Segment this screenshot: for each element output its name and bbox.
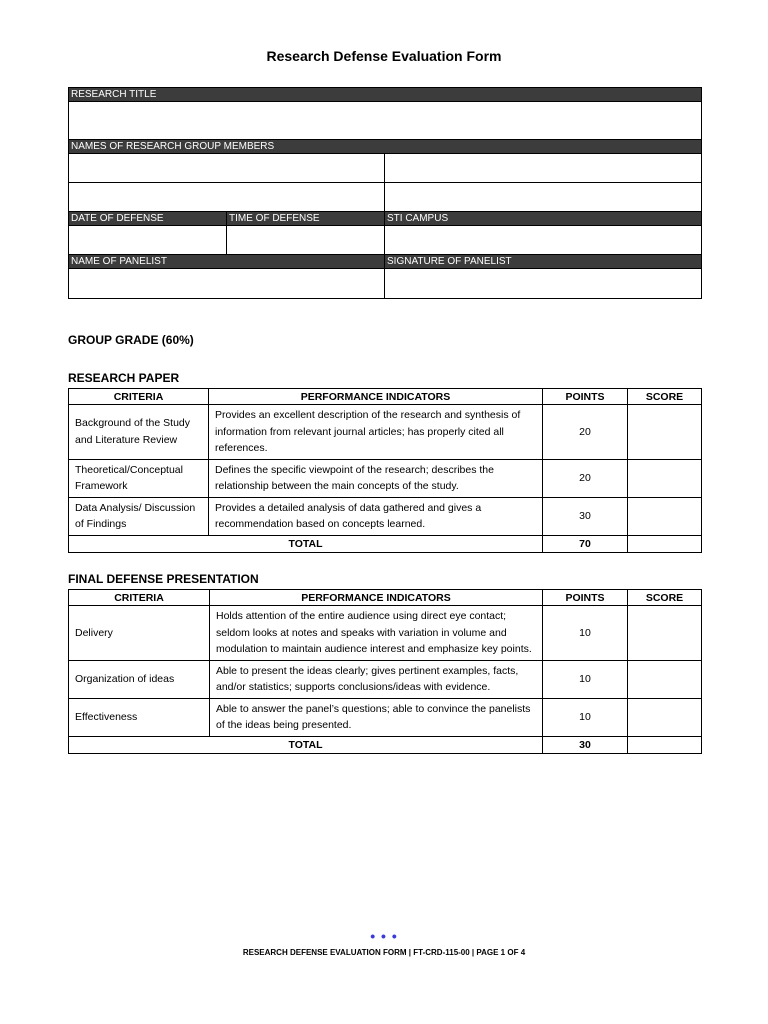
member-field-2[interactable] — [385, 154, 702, 183]
criteria-cell: Delivery — [69, 606, 210, 661]
table-row — [69, 497, 702, 535]
col-score: SCORE — [628, 389, 702, 405]
score-field[interactable] — [628, 606, 702, 661]
score-field[interactable] — [628, 497, 702, 535]
total-points: 70 — [543, 535, 628, 552]
total-score-field[interactable] — [628, 535, 702, 552]
research-info-table — [68, 87, 702, 299]
table-row — [69, 698, 702, 736]
time-of-defense-field[interactable] — [227, 226, 385, 255]
member-field-3[interactable] — [69, 183, 385, 212]
score-field[interactable] — [628, 459, 702, 497]
col-indicators: PERFORMANCE INDICATORS — [209, 389, 543, 405]
criteria-cell: Data Analysis/ Discussion of Findings — [69, 497, 209, 535]
table-row — [69, 660, 702, 698]
panelist-signature-header: SIGNATURE OF PANELIST — [385, 255, 702, 269]
col-points: POINTS — [543, 389, 628, 405]
page-footer: RESEARCH DEFENSE EVALUATION FORM | FT-CRD-115-00 | PAGE 1 OF 4 — [242, 948, 526, 957]
total-row — [69, 736, 702, 753]
final-defense-heading: FINAL DEFENSE PRESENTATION — [68, 572, 259, 586]
table-row — [69, 459, 702, 497]
research-paper-heading: RESEARCH PAPER — [68, 371, 180, 385]
table-row — [69, 606, 702, 661]
research-title-header: RESEARCH TITLE — [69, 88, 702, 102]
indicator-cell: Able to present the ideas clearly; gives pertinent examples, facts, and/or statistics; supports conclusions/ideas with evidence. — [210, 660, 543, 698]
total-label: TOTAL — [69, 535, 543, 552]
date-of-defense-field[interactable] — [69, 226, 227, 255]
col-indicators: PERFORMANCE INDICATORS — [210, 590, 543, 606]
research-paper-table — [68, 388, 702, 553]
sti-campus-header: STI CAMPUS — [385, 212, 702, 226]
total-points: 30 — [543, 736, 628, 753]
criteria-cell: Organization of ideas — [69, 660, 210, 698]
points-cell: 10 — [543, 698, 628, 736]
panelist-name-header: NAME OF PANELIST — [69, 255, 385, 269]
col-criteria: CRITERIA — [69, 590, 210, 606]
score-field[interactable] — [628, 405, 702, 460]
date-of-defense-header: DATE OF DEFENSE — [69, 212, 227, 226]
member-field-1[interactable] — [69, 154, 385, 183]
form-title: Research Defense Evaluation Form — [266, 48, 502, 64]
score-field[interactable] — [628, 660, 702, 698]
total-row — [69, 535, 702, 552]
time-of-defense-header: TIME OF DEFENSE — [227, 212, 385, 226]
criteria-cell: Effectiveness — [69, 698, 210, 736]
group-members-header: NAMES OF RESEARCH GROUP MEMBERS — [69, 140, 702, 154]
col-criteria: CRITERIA — [69, 389, 209, 405]
col-points: POINTS — [543, 590, 628, 606]
points-cell: 30 — [543, 497, 628, 535]
points-cell: 20 — [543, 459, 628, 497]
points-cell: 20 — [543, 405, 628, 460]
final-defense-table — [68, 589, 702, 754]
indicator-cell: Able to answer the panel’s questions; able to convince the panelists of the ideas being presented. — [210, 698, 543, 736]
points-cell: 10 — [543, 606, 628, 661]
total-score-field[interactable] — [628, 736, 702, 753]
indicator-cell: Provides a detailed analysis of data gathered and gives a recommendation based on concepts learned. — [209, 497, 543, 535]
indicator-cell: Holds attention of the entire audience using direct eye contact; seldom looks at notes and speaks with variation in volume and modulation to maintain audience interest and emphasize key points. — [210, 606, 543, 661]
panelist-signature-field[interactable] — [385, 269, 702, 299]
sti-campus-field[interactable] — [385, 226, 702, 255]
member-field-4[interactable] — [385, 183, 702, 212]
decorative-dots: • • • — [370, 928, 398, 944]
table-row — [69, 405, 702, 460]
indicator-cell: Provides an excellent description of the research and synthesis of information from relevant journal articles; has properly cited all references. — [209, 405, 543, 460]
total-label: TOTAL — [69, 736, 543, 753]
criteria-cell: Theoretical/Conceptual Framework — [69, 459, 209, 497]
points-cell: 10 — [543, 660, 628, 698]
score-field[interactable] — [628, 698, 702, 736]
research-title-field[interactable] — [69, 102, 702, 140]
criteria-cell: Background of the Study and Literature Review — [69, 405, 209, 460]
col-score: SCORE — [628, 590, 702, 606]
panelist-name-field[interactable] — [69, 269, 385, 299]
indicator-cell: Defines the specific viewpoint of the research; describes the relationship between the main concepts of the study. — [209, 459, 543, 497]
group-grade-heading: GROUP GRADE (60%) — [68, 333, 194, 347]
